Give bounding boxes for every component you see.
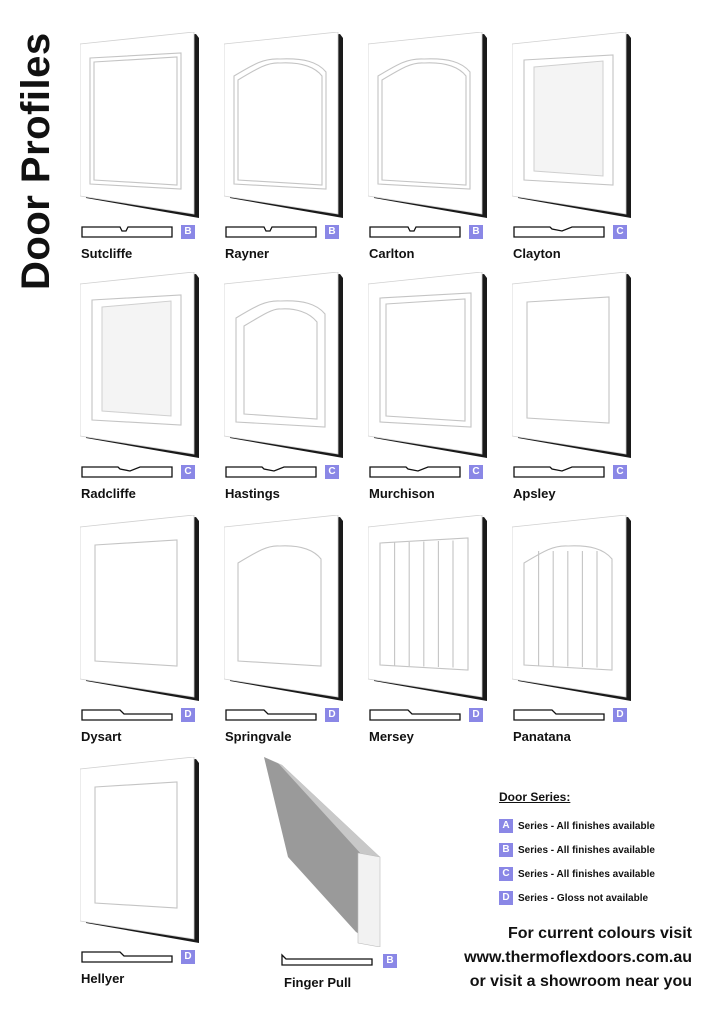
- finger-pull-face: [358, 853, 380, 947]
- legend-text: Series - All finishes available: [518, 844, 655, 856]
- door-image: [512, 32, 642, 222]
- cta-line-1: For current colours visit: [507, 925, 692, 942]
- series-badge: B: [383, 954, 397, 968]
- series-badge: D: [499, 891, 513, 905]
- raised-panel-face: [102, 301, 171, 416]
- door-name: Apsley: [513, 486, 556, 501]
- legend-row-d: [499, 886, 699, 910]
- door-card[interactable]: [512, 32, 642, 272]
- door-name: Murchison: [369, 486, 435, 501]
- series-legend: [499, 790, 699, 910]
- door-image: [368, 32, 498, 222]
- series-badge: D: [325, 708, 339, 722]
- door-card[interactable]: [368, 515, 498, 755]
- door-image: [512, 272, 642, 462]
- raised-panel-face: [534, 61, 603, 176]
- edge-profile-icon: [368, 465, 464, 479]
- door-card[interactable]: [368, 32, 498, 272]
- edge-profile-icon: [512, 465, 608, 479]
- finger-pull-image: [258, 757, 388, 947]
- edge-profile-icon: [80, 708, 176, 722]
- door-image: [368, 515, 498, 705]
- series-badge: B: [325, 225, 339, 239]
- legend-row-a: [499, 814, 699, 838]
- door-card[interactable]: [224, 272, 354, 512]
- legend-title: Door Series:: [499, 790, 571, 804]
- door-card[interactable]: [80, 32, 210, 272]
- door-name: Mersey: [369, 729, 414, 744]
- door-card[interactable]: [80, 757, 210, 997]
- series-badge: C: [469, 465, 483, 479]
- door-name: Carlton: [369, 246, 415, 261]
- door-card[interactable]: [512, 272, 642, 512]
- door-image: [80, 272, 210, 462]
- legend-text: Series - Gloss not available: [518, 892, 649, 904]
- door-image: [224, 32, 354, 222]
- legend-text: Series - All finishes available: [518, 820, 655, 832]
- series-badge: C: [499, 867, 513, 881]
- cta-line-3: or visit a showroom near you: [469, 973, 692, 990]
- series-badge: C: [613, 225, 627, 239]
- contact-callout: [464, 922, 692, 994]
- door-card[interactable]: [224, 32, 354, 272]
- edge-profile-icon: [280, 953, 376, 967]
- door-image: [224, 272, 354, 462]
- edge-profile-icon: [512, 708, 608, 722]
- series-badge: A: [499, 819, 513, 833]
- door-card[interactable]: [80, 515, 210, 755]
- legend-text: Series - All finishes available: [518, 868, 655, 880]
- door-image: [80, 757, 210, 947]
- door-image: [224, 515, 354, 705]
- series-badge: D: [469, 708, 483, 722]
- edge-profile-icon: [80, 950, 176, 964]
- door-card[interactable]: [368, 272, 498, 512]
- door-name: Sutcliffe: [81, 246, 133, 261]
- edge-profile-icon: [224, 225, 320, 239]
- door-image: [80, 32, 210, 222]
- edge-profile-icon: [80, 225, 176, 239]
- door-name: Hastings: [225, 486, 280, 501]
- legend-row-c: [499, 862, 699, 886]
- edge-profile-icon: [80, 465, 176, 479]
- door-name: Finger Pull: [284, 975, 352, 990]
- edge-profile-icon: [368, 225, 464, 239]
- edge-profile-icon: [512, 225, 608, 239]
- page-title: Door Profiles: [14, 32, 58, 290]
- edge-profile-icon: [224, 708, 320, 722]
- door-name: Clayton: [513, 246, 561, 261]
- series-badge: C: [325, 465, 339, 479]
- legend-row-b: [499, 838, 699, 862]
- series-badge: C: [613, 465, 627, 479]
- door-name: Rayner: [225, 246, 270, 261]
- door-card[interactable]: [80, 272, 210, 512]
- edge-profile-icon: [368, 708, 464, 722]
- series-badge: D: [181, 708, 195, 722]
- door-image: [512, 515, 642, 705]
- series-badge: B: [181, 225, 195, 239]
- website-link[interactable]: www.thermoflexdoors.com.au: [464, 949, 692, 966]
- series-badge: C: [181, 465, 195, 479]
- door-name: Panatana: [513, 729, 571, 744]
- door-image: [80, 515, 210, 705]
- door-name: Dysart: [81, 729, 122, 744]
- door-card[interactable]: [258, 757, 394, 997]
- door-name: Springvale: [225, 729, 292, 744]
- door-card[interactable]: [224, 515, 354, 755]
- series-badge: B: [469, 225, 483, 239]
- series-badge: D: [181, 950, 195, 964]
- door-image: [368, 272, 498, 462]
- door-name: Radcliffe: [81, 486, 136, 501]
- door-name: Hellyer: [81, 971, 125, 986]
- series-badge: B: [499, 843, 513, 857]
- door-card[interactable]: [512, 515, 642, 755]
- edge-profile-icon: [224, 465, 320, 479]
- series-badge: D: [613, 708, 627, 722]
